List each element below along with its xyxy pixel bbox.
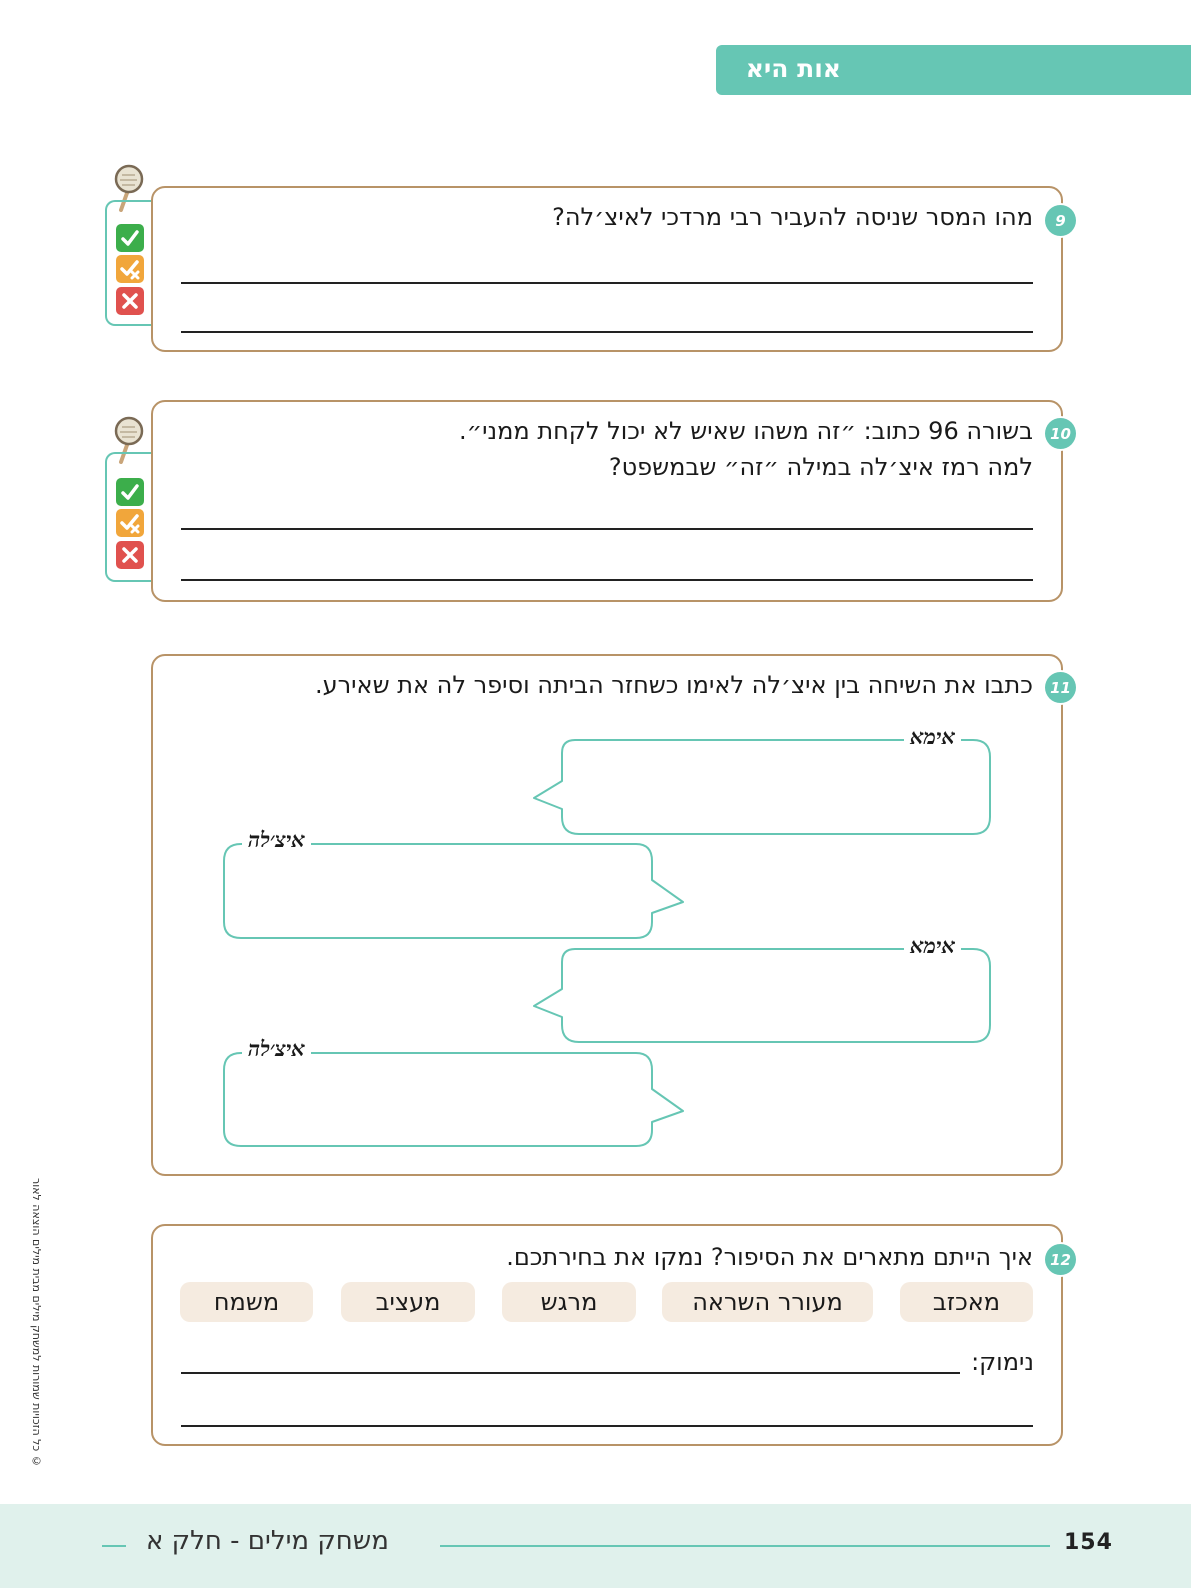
speaker-label-mother: אימא bbox=[904, 724, 961, 750]
speaker-label-mother: אימא bbox=[904, 933, 961, 959]
speaker-label-child: איצ׳לה bbox=[242, 827, 311, 853]
copyright-note: © כל הזכויות שמורות למשחק מילים מבית מילים הוצאה לאור bbox=[30, 1178, 43, 1468]
book-title: משחק מילים - חלק א bbox=[146, 1526, 389, 1556]
answer-line[interactable] bbox=[181, 1425, 1033, 1427]
page-number: 154 bbox=[1064, 1530, 1113, 1555]
reason-answer-line[interactable] bbox=[181, 1372, 960, 1374]
question-text-line-1: בשורה 96 כתוב: ״זה משהו שאיש לא יכול לקחת ממני״. bbox=[459, 417, 1033, 445]
question-number-badge: 9 bbox=[1045, 205, 1076, 236]
question-text-line-2: למה רמז איצ׳לה במילה ״זה״ שבמשפט? bbox=[608, 453, 1033, 481]
question-number-badge: 10 bbox=[1045, 418, 1076, 449]
footer-divider bbox=[102, 1545, 126, 1547]
question-number-badge: 12 bbox=[1045, 1244, 1076, 1275]
word-choice-chip[interactable]: משמח bbox=[180, 1282, 313, 1322]
question-text: איך הייתם מתארים את הסיפור? נמקו את בחירתכם. bbox=[506, 1243, 1033, 1271]
footer-divider bbox=[440, 1545, 1050, 1547]
question-text: מהו המסר שניסה להעביר רבי מרדכי לאיצ׳לה? bbox=[552, 203, 1033, 231]
chapter-title: אות היא bbox=[745, 54, 841, 83]
question-text: כתבו את השיחה בין איצ׳לה לאימו כשחזר הביתה וסיפר לה את שאירע. bbox=[314, 671, 1033, 699]
word-choice-chip[interactable]: מאכזב bbox=[900, 1282, 1033, 1322]
speech-bubble-mother-2 bbox=[534, 949, 990, 1042]
speaker-label-child: איצ׳לה bbox=[242, 1036, 311, 1062]
reason-label: נימוק: bbox=[971, 1348, 1034, 1376]
word-choice-chip[interactable]: מעורר השראה bbox=[662, 1282, 873, 1322]
page-footer bbox=[0, 1504, 1191, 1588]
question-number-badge: 11 bbox=[1045, 672, 1076, 703]
question-12-box bbox=[151, 1224, 1071, 1446]
speech-bubble-mother-1 bbox=[534, 740, 990, 834]
speech-bubble-child-2 bbox=[224, 1053, 683, 1146]
word-choice-chip[interactable]: מעציב bbox=[341, 1282, 475, 1322]
word-choice-chip[interactable]: מרגש bbox=[502, 1282, 636, 1322]
speech-bubble-child-1 bbox=[224, 844, 683, 938]
